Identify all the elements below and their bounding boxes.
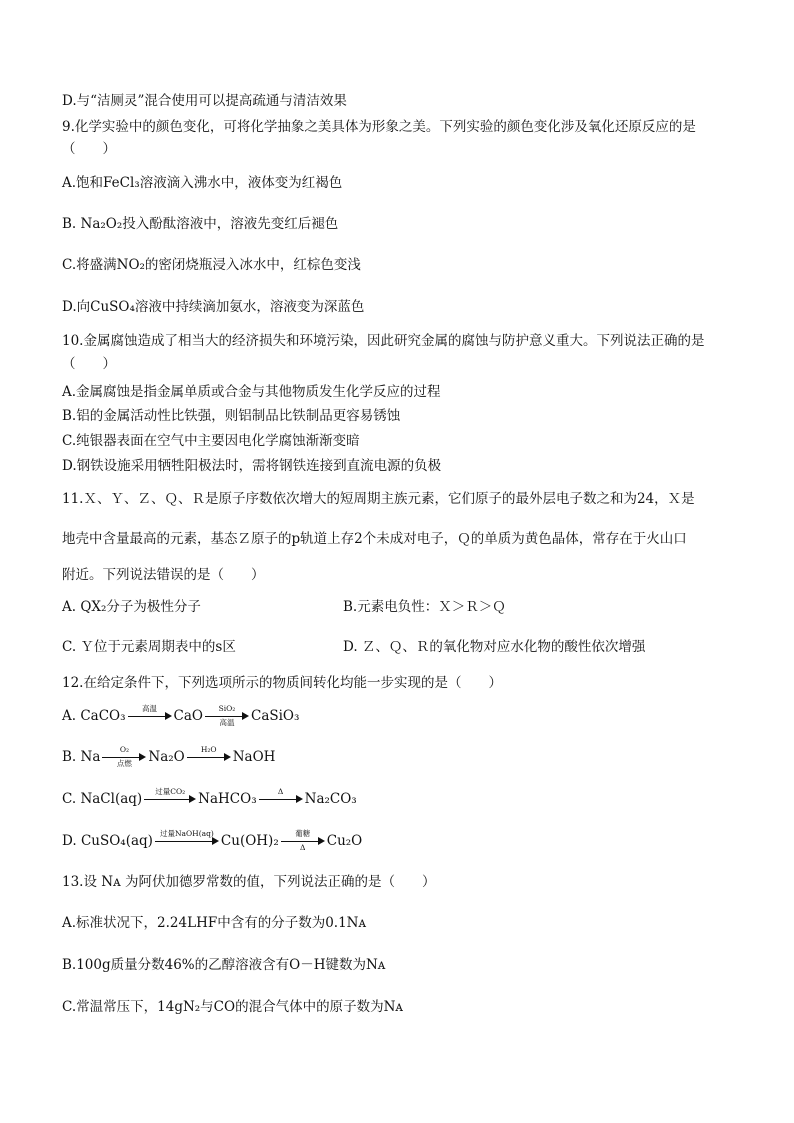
q13-option-b: B.100g质量分数46%的乙醇溶液含有O－H键数为Nᴀ bbox=[62, 957, 386, 973]
q12-option-b: B. Na O₂ 点燃 Na₂O H₂O NaOH bbox=[62, 745, 276, 768]
reaction-arrow: 葡糖 Δ bbox=[281, 832, 325, 850]
q12-option-d: D. CuSO₄(aq) 过量NaOH(aq) Cu(OH)₂ 葡糖 Δ Cu₂O bbox=[62, 829, 363, 852]
q12-b-reactant: Na bbox=[80, 749, 101, 765]
q11-option-c: C. Ｙ位于元素周期表中的s区 bbox=[62, 639, 236, 655]
q10-option-c: C.纯银器表面在空气中主要因电化学腐蚀渐渐变暗 bbox=[62, 433, 360, 449]
q10-stem: 10.金属腐蚀造成了相当大的经济损失和环境污染，因此研究金属的腐蚀与防护意义重大。下列说法正确的是 bbox=[62, 333, 705, 349]
q9-option-a: A.饱和FeCl₃溶液滴入沸水中，液体变为红褐色 bbox=[62, 175, 343, 191]
q12-c-product: Na₂CO₃ bbox=[304, 791, 357, 807]
q11-option-d: D. Ｚ、Ｑ、Ｒ的氧化物对应水化物的酸性依次增强 bbox=[343, 639, 646, 655]
reaction-arrow: 高温 bbox=[128, 707, 172, 725]
q12-b-product: NaOH bbox=[232, 749, 276, 765]
q10-option-a: A.金属腐蚀是指金属单质或合金与其他物质发生化学反应的过程 bbox=[62, 384, 441, 400]
q9-stem: 9.化学实验中的颜色变化，可将化学抽象之美具体为形象之美。下列实验的颜色变化涉及氧化还原反应的是 bbox=[62, 119, 696, 135]
q12-a-intermediate: CaO bbox=[173, 708, 203, 724]
q12-b-intermediate: Na₂O bbox=[148, 749, 185, 765]
q11-option-b: B.元素电负性：Ｘ＞Ｒ＞Ｑ bbox=[343, 599, 506, 615]
q11-option-a: A. QX₂分子为极性分子 bbox=[62, 599, 201, 615]
q9-option-b: B. Na₂O₂投入酚酞溶液中，溶液先变红后褪色 bbox=[62, 216, 339, 232]
q11-option-row-2 bbox=[62, 638, 646, 656]
q12-d-intermediate: Cu(OH)₂ bbox=[220, 833, 279, 849]
q12-stem: 12.在给定条件下，下列选项所示的物质间转化均能一步实现的是（ ） bbox=[62, 675, 502, 691]
q9-option-c: C.将盛满NO₂的密闭烧瓶浸入冰水中，红棕色变浅 bbox=[62, 257, 361, 273]
reaction-arrow: SiO₂ 高温 bbox=[205, 707, 249, 725]
reaction-arrow: Δ bbox=[259, 790, 303, 808]
q12-d-product: Cu₂O bbox=[326, 833, 363, 849]
q12-a-reactant: CaCO₃ bbox=[80, 708, 126, 724]
q10-blank: （ ） bbox=[62, 356, 116, 372]
q9-blank: （ ） bbox=[62, 141, 116, 157]
q13-stem: 13.设 Nᴀ 为阿伏加德罗常数的值，下列说法正确的是（ ） bbox=[62, 874, 436, 890]
q12-option-a: A. CaCO₃ 高温 CaO SiO₂ 高温 CaSiO₃ bbox=[62, 704, 300, 727]
q10-option-d: D.钢铁设施采用牺牲阳极法时，需将钢铁连接到直流电源的负极 bbox=[62, 458, 442, 474]
q8-option-d: D.与“洁厕灵”混合使用可以提高疏通与清洁效果 bbox=[62, 93, 347, 109]
q12-option-c: C. NaCl(aq) 过量CO₂ NaHCO₃ Δ Na₂CO₃ bbox=[62, 787, 357, 807]
q11-stem-2: 地壳中含量最高的元素，基态Ｚ原子的p轨道上存2个未成对电子，Ｑ的单质为黄色晶体，常存在于火山口 bbox=[62, 531, 687, 547]
reaction-arrow: 过量CO₂ bbox=[144, 790, 196, 808]
q12-a-product: CaSiO₃ bbox=[250, 708, 300, 724]
q12-d-reactant: CuSO₄(aq) bbox=[80, 833, 153, 849]
reaction-arrow: H₂O bbox=[187, 748, 231, 766]
q11-stem-3: 附近。下列说法错误的是（ ） bbox=[62, 567, 265, 583]
q12-c-intermediate: NaHCO₃ bbox=[198, 791, 257, 807]
q13-option-a: A.标准状况下，2.24LHF中含有的分子数为0.1Nᴀ bbox=[62, 915, 367, 931]
q13-option-c: C.常温常压下，14gN₂与CO的混合气体中的原子数为Nᴀ bbox=[62, 999, 404, 1015]
q11-stem-1: 11.Ｘ、Ｙ、Ｚ、Ｑ、Ｒ是原子序数依次增大的短周期主族元素，它们原子的最外层电子数之和为24，Ｘ是 bbox=[62, 491, 695, 507]
q11-option-row-1 bbox=[62, 598, 506, 616]
q12-c-reactant: NaCl(aq) bbox=[80, 791, 143, 807]
reaction-arrow: 过量NaOH(aq) bbox=[155, 832, 219, 850]
reaction-arrow: O₂ 点燃 bbox=[102, 748, 146, 766]
q9-option-d: D.向CuSO₄溶液中持续滴加氨水，溶液变为深蓝色 bbox=[62, 299, 365, 315]
q10-option-b: B.铝的金属活动性比铁强，则铝制品比铁制品更容易锈蚀 bbox=[62, 408, 401, 424]
